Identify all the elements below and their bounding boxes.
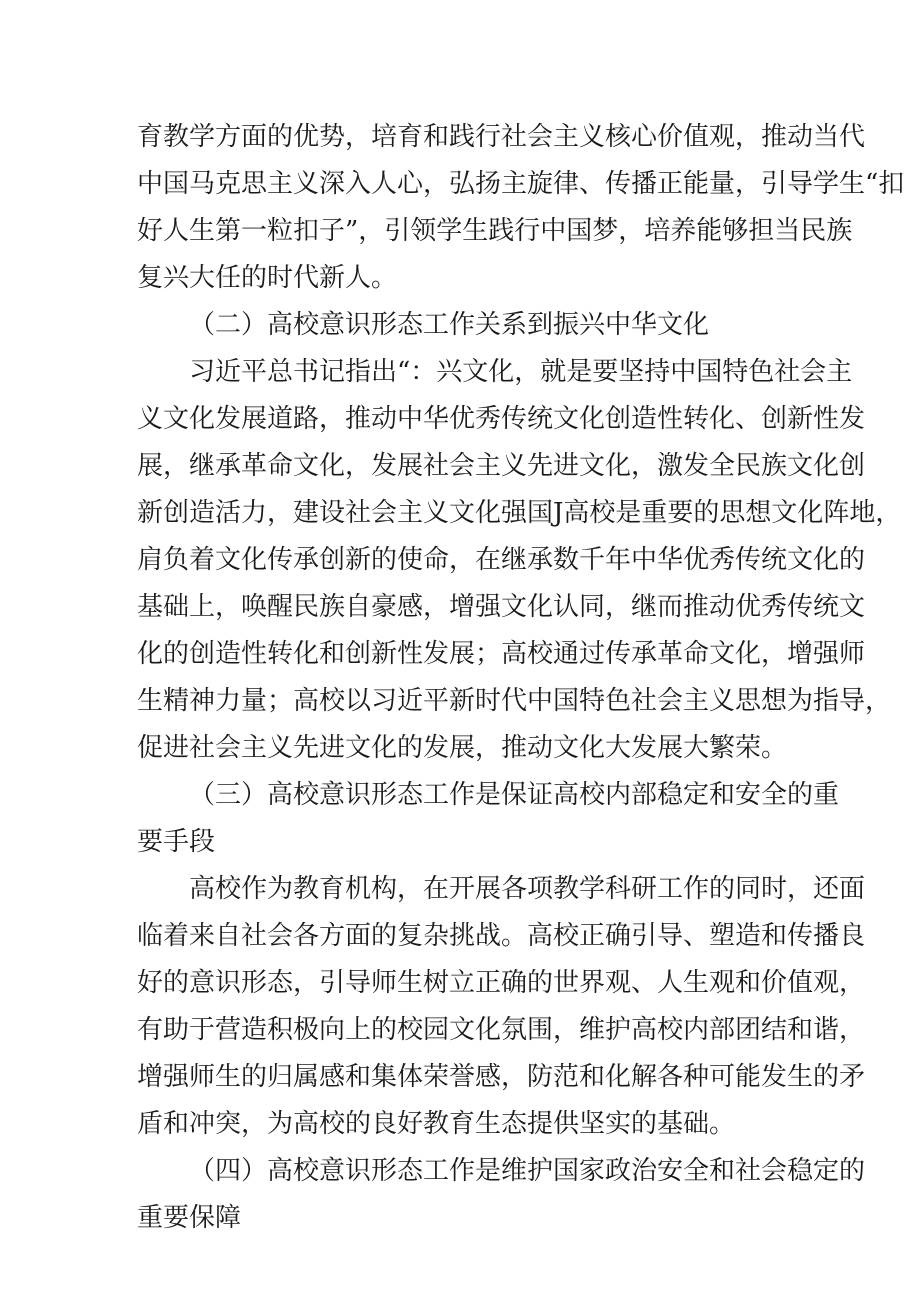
paragraph-line: 义文化发展道路，推动中华优秀传统文化创造性转化、创新性发 [137,404,866,434]
section-heading-4: （四）高校意识形态工作是维护国家政治安全和社会稳定的 [189,1156,866,1186]
section-heading-4-cont: 重要保障 [137,1203,242,1233]
paragraph-line: 有助于营造积极向上的校园文化氛围，维护高校内部团结和谐， [137,1015,866,1045]
section-heading-3-cont: 要手段 [137,827,216,857]
section-heading-3: （三）高校意识形态工作是保证高校内部稳定和安全的重 [189,780,840,810]
paragraph-line: 肩负着文化传承创新的使命，在继承数千年中华优秀传统文化的 [137,545,866,575]
paragraph-line: 好人生第一粒扣子”，引领学生践行中国梦，培养能够担当民族 [137,216,853,246]
paragraph-line: 复兴大任的时代新人。 [137,263,398,293]
paragraph-line: 基础上，唤醒民族自豪感，增强文化认同，继而推动优秀传统文 [137,592,866,622]
paragraph-line: 生精神力量；高校以习近平新时代中国特色社会主义思想为指导， [137,686,892,716]
paragraph-line: 好的意识形态，引导师生树立正确的世界观、人生观和价值观， [137,968,866,998]
paragraph-line: 展，继承革命文化，发展社会主义先进文化，激发全民族文化创 [137,451,866,481]
paragraph-line: 盾和冲突，为高校的良好教育生态提供坚实的基础。 [137,1109,736,1139]
section-heading-2: （二）高校意识形态工作关系到振兴中华文化 [189,310,710,340]
paragraph-line: 临着来自社会各方面的复杂挑战。高校正确引导、塑造和传播良 [137,921,866,951]
paragraph-line: 高校作为教育机构，在开展各项教学科研工作的同时，还面 [189,874,866,904]
paragraph-line: 新创造活力，建设社会主义文化强国J高校是重要的思想文化阵地， [137,498,902,528]
paragraph-line: 习近平总书记指出“：兴文化，就是要坚持中国特色社会主 [189,357,853,387]
paragraph-line: 化的创造性转化和创新性发展；高校通过传承革命文化，增强师 [137,639,866,669]
paragraph-line: 中国马克思主义深入人心，弘扬主旋律、传播正能量，引导学生“扣 [137,169,905,199]
paragraph-line: 促进社会主义先进文化的发展，推动文化大发展大繁荣。 [137,733,788,763]
paragraph-line: 育教学方面的优势，培育和践行社会主义核心价值观，推动当代 [137,122,866,152]
paragraph-line: 增强师生的归属感和集体荣誉感，防范和化解各种可能发生的矛 [137,1062,866,1092]
